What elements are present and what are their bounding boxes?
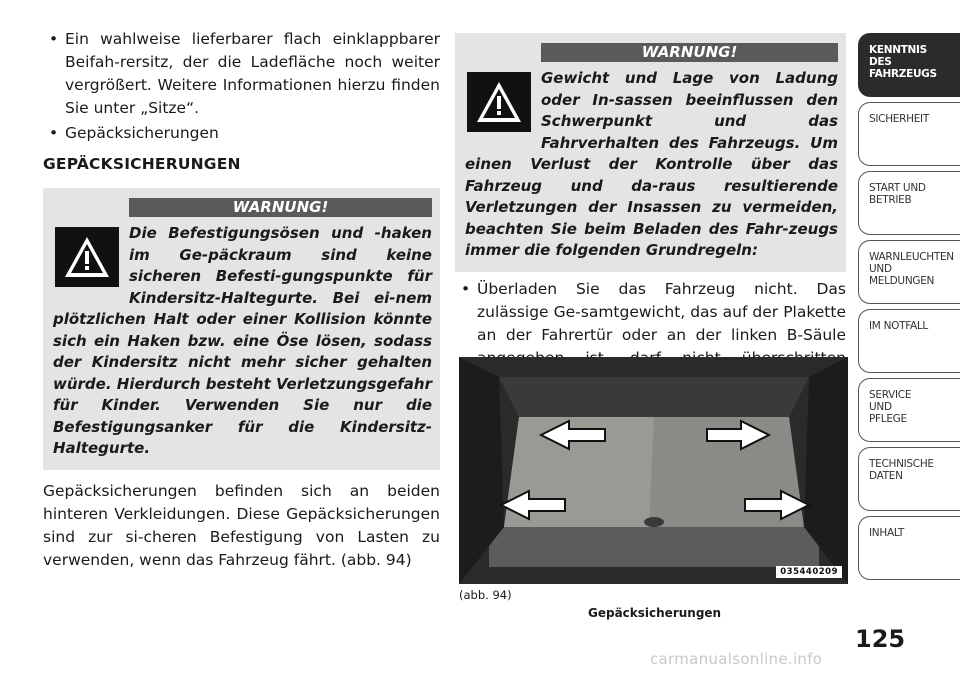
warning-text: Die Befestigungsösen und -haken im Ge-päckraum sind keine sicheren Befesti-gungspunkte für Kindersitz-Haltegurte. Bei ei-nem plötzlichen Halt oder einer Kollision könnte sich ein Haken bzw. eine Öse lösen, sodass der Kindersitz nicht mehr sicher gehalten würde. Hierdurch besteht Verletzungsgefahr für Kinder. Verwenden Sie nur die Befestigungsanker für die Kindersitz-Haltegurte. bbox=[53, 224, 432, 457]
warning-title: WARNUNG! bbox=[541, 43, 838, 62]
figure-caption: Gepäcksicherungen bbox=[588, 606, 722, 620]
body-paragraph: Gepäcksicherungen befinden sich an beiden hinteren Verkleidungen. Diese Gepäcksicherungen sind zur si-cheren Befestigung von Lasten zu verwenden, wenn das Fahrzeug fährt. (abb. 94) bbox=[43, 481, 440, 569]
bullet-item: • Gepäcksicherungen bbox=[43, 122, 440, 145]
figure-code: 035440209 bbox=[776, 566, 842, 578]
warning-triangle-icon bbox=[467, 72, 531, 132]
tab-service-und-pflege[interactable]: SERVICE UND PFLEGE bbox=[858, 378, 960, 442]
intro-bullet-list bbox=[43, 28, 440, 145]
middle-column bbox=[455, 33, 846, 395]
tab-warnleuchten-und-meldungen[interactable]: WARNLEUCHTEN UND MELDUNGEN bbox=[858, 240, 960, 304]
page-number: 125 bbox=[855, 625, 906, 653]
warning-box bbox=[455, 33, 846, 272]
section-heading: GEPÄCKSICHERUNGEN bbox=[43, 155, 241, 173]
left-column bbox=[43, 0, 440, 572]
tab-start-und-betrieb[interactable]: START UND BETRIEB bbox=[858, 171, 960, 235]
tab-im-notfall[interactable]: IM NOTFALL bbox=[858, 309, 960, 373]
chapter-tabs bbox=[858, 33, 960, 585]
bullet-item: • Überladen Sie das Fahrzeug nicht. Das zulässige Ge-samtgewicht, das auf der Plakette an der Fahrertür oder an der linken B-Säule bbox=[455, 278, 846, 393]
warning-title: WARNUNG! bbox=[129, 198, 432, 217]
bullet-item: • Ein wahlweise lieferbarer flach einklappbarer Beifah-rersitz, der die Ladefläche noch weiter vergrößert. Weitere Informationen hierzu finden Sie unter „Sitze“. bbox=[43, 28, 440, 120]
cargo-area-photo bbox=[459, 357, 848, 584]
tab-kenntnis-des-fahrzeugs[interactable]: KENNTNIS DES FAHRZEUGS bbox=[858, 33, 960, 97]
tab-inhalt[interactable]: INHALT bbox=[858, 516, 960, 580]
cargo-area-illustration bbox=[459, 357, 848, 584]
warning-text: Gewicht und Lage von Ladung oder In-sassen beeinflussen den Schwerpunkt und das Fahrverhalten des Fahrzeugs. Um einen Verlust der Kontrolle über das Fahrzeug und da-raus resultierende Verletzungen der Insassen zu vermeiden, beachten Sie beim Beladen des Fahr-zeugs immer die folgenden Grundregeln: bbox=[465, 69, 838, 259]
watermark: carmanualsonline.info bbox=[650, 650, 823, 668]
figure-reference: (abb. 94) bbox=[459, 588, 512, 602]
tab-technische-daten[interactable]: TECHNISCHE DATEN bbox=[858, 447, 960, 511]
tab-sicherheit[interactable]: SICHERHEIT bbox=[858, 102, 960, 166]
warning-triangle-icon bbox=[55, 227, 119, 287]
warning-box bbox=[43, 188, 440, 470]
